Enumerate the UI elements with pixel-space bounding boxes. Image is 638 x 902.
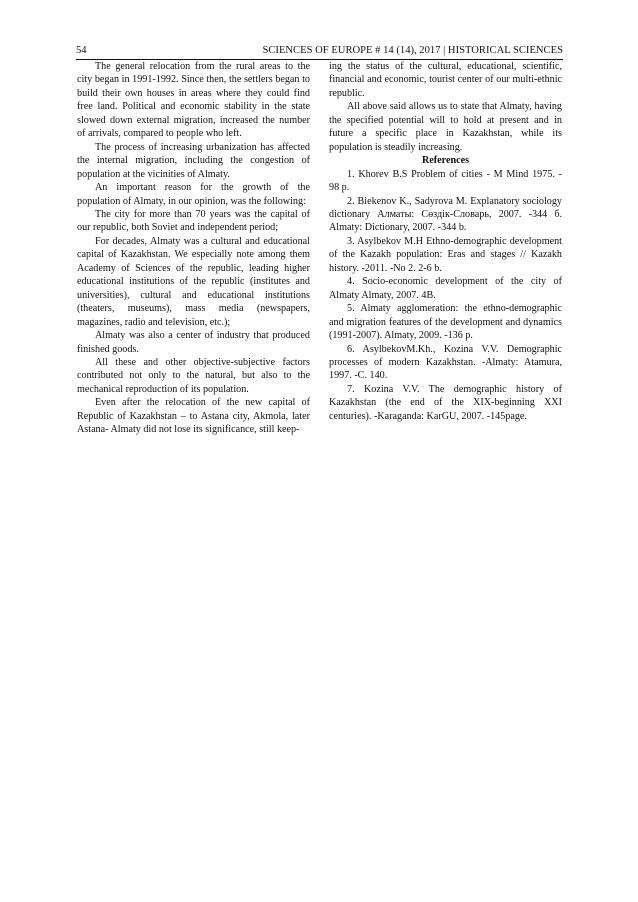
paragraph: The city for more than 70 years was the capital of our republic, both Soviet and independent period; xyxy=(77,208,310,234)
continued-paragraph: ing the status of the cultural, educational, scientific, financial and economic, tourist center of our multi-ethnic republic. xyxy=(329,61,562,99)
reference-item: 3. Asylbekov M.H Ethno-demographic development of the Kazakh population: Eras and stages // Kazakh history. -2011. -No 2. 2-6 b. xyxy=(329,235,562,274)
paragraph: Even after the relocation of the new capital of Republic of Kazakhstan – to Astana city, Akmola, later Astana- Almaty did not lose its significance, still keep- xyxy=(77,397,310,436)
paragraph: The process of increasing urbanization has affected the internal migration, including the congestion of population at the vicinities of Almaty. xyxy=(77,141,310,180)
running-title: SCIENCES OF EUROPE # 14 (14), 2017 | HISTORICAL SCIENCES xyxy=(262,45,563,56)
reference-item: 1. Khorev B.S Problem of cities - M Mind 1975. - 98 p. xyxy=(329,168,562,194)
page-header xyxy=(76,44,563,58)
reference-item: 4. Socio-economic development of the city of Almaty Almaty, 2007. 4B. xyxy=(329,276,562,301)
reference-item: 7. Kozina V.V. The demographic history of Kazakhstan (the end of the XIX-beginning XXI centuries). -Karaganda: KarGU, 2007. -145page. xyxy=(329,383,562,422)
left-column xyxy=(77,60,310,437)
page-number: 54 xyxy=(76,45,87,56)
references-heading: References xyxy=(421,155,470,167)
paragraph: For decades, Almaty was a cultural and educational capital of Kazakhstan. We especially note among them Academy of Sciences of the republic, leading higher educational institutions of the republic (institutes and universities), cultural and educational institutions (theaters, museums), mass media (newspapers, magazines, radio and television, etc.); xyxy=(77,235,310,328)
paragraph: An important reason for the growth of the population of Almaty, in our opinion, was the following: xyxy=(77,182,310,207)
paragraph: The general relocation from the rural areas to the city began in 1991-1992. Since then, the settlers began to build their own houses in areas where they could find free land. Political and economic stability in the state slowed down external migration, increased the number of arrivals, compared to people who left. xyxy=(77,61,310,140)
reference-item: 5. Almaty agglomeration: the ethno-demographic and migration features of the development and dynamics (1991-2007). Almaty, 2009. -136 p. xyxy=(329,303,562,342)
paragraph: Almaty was also a center of industry that produced finished goods. xyxy=(77,330,310,355)
right-column xyxy=(329,60,562,423)
reference-item: 6. AsylbekovM.Kh., Kozina V.V. Demographic processes of modern Kazakhstan. -Almaty: Atamura, 1997. -C. 140. xyxy=(329,343,562,382)
reference-item: 2. Biekenov K., Sadyrova M. Explanatory sociology dictionary Алматы: Сөздік-Словарь, 2007. -344 б. Almaty: Dictionary, 2007. -344 b. xyxy=(329,195,562,234)
conclusion-paragraph: All above said allows us to state that Almaty, having the specified potential will to hold at present and in future a specific place in Kazakhstan, while its population is steadily increasing. xyxy=(329,101,562,153)
paragraph: All these and other objective-subjective factors contributed not only to the natural, but also to the mechanical reproduction of its population. xyxy=(77,356,310,395)
